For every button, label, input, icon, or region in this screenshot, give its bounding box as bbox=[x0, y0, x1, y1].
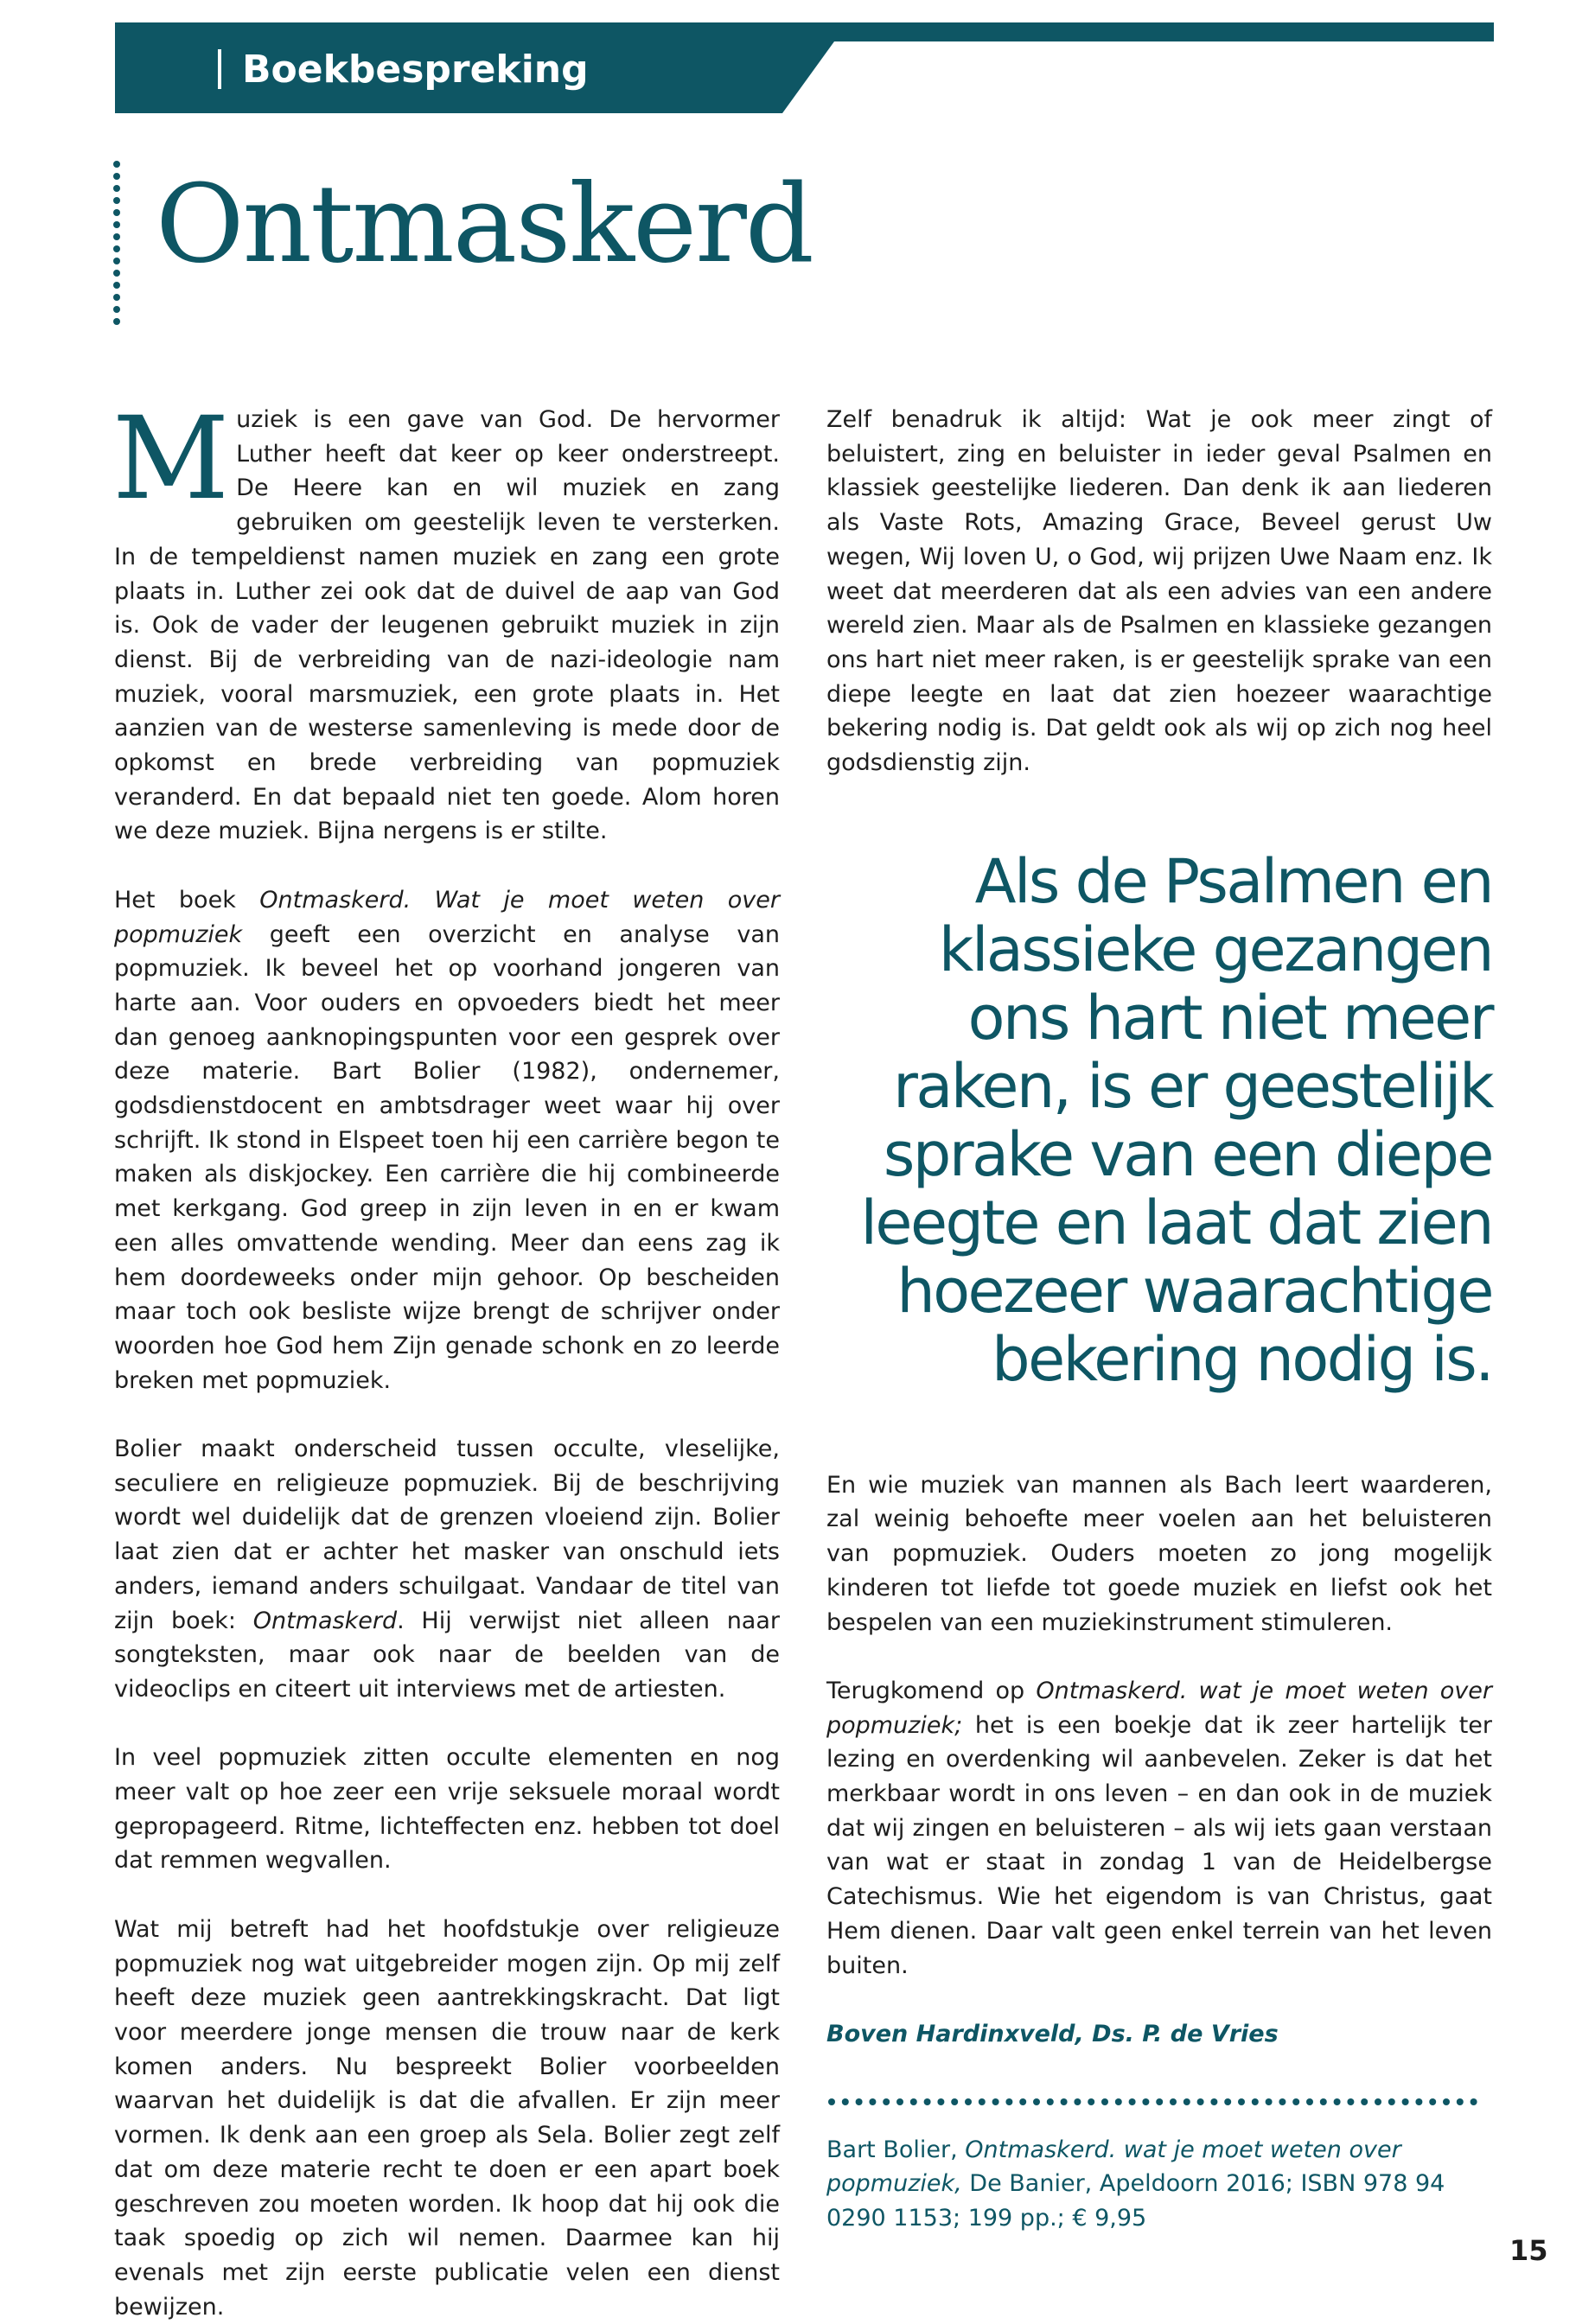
paragraph-text: uziek is een gave van God. De hervormer Luther heeft dat keer op keer onderstreept. De Heere kan en wil muziek en zang gebruiken om geestelijk leven te versterken. In de tempeldienst namen muziek en zang een grote plaats in. Luther zei ook dat de duivel de aap van God is. Ook de vader der leugenen gebruikt muziek in zijn dienst. Bij de verbreiding van de nazi-ideologie nam muziek, vooral marsmuziek, een grote plaats in. Het aanzien van de westerse samenleving is mede door de opkomst en brede verbreiding van popmuziek veranderd. En dat bepaald niet ten goede. Alom horen we deze muziek. Bijna nergens is er stilte. bbox=[114, 406, 780, 845]
pull-quote: Als de Psalmen en klassieke gezangen ons hart niet meer raken, is er geestelijk sprake van een diepe leegte en laat dat zien hoezeer waarachtige bekering nodig is. bbox=[860, 845, 1492, 1395]
drop-cap: M bbox=[112, 392, 230, 525]
paragraph-text: het is een boekje dat ik zeer hartelijk ter lezing en overdenking wil aanbevelen. Zeker is dat het merkbaar wordt in ons leven – en dan ook in de muziek dat wij zingen en beluisteren – als wij iets gaan verstaan van wat er staat in zondag 1 van de Heidelbergse Catechismus. Wie het eigendom is van Christus, gaat Hem dienen. Daar valt geen enkel terrein van het leven buiten. bbox=[826, 1711, 1492, 1979]
open-book-icon bbox=[0, 0, 57, 52]
body-paragraph bbox=[112, 392, 780, 849]
book-info bbox=[826, 2133, 1492, 2236]
book-title-italic: Ontmaskerd. Wat je moet weten over popmuziek bbox=[114, 886, 780, 948]
vertical-dotted-rule bbox=[111, 159, 123, 332]
body-paragraph: Zelf benadruk ik altijd: Wat je ook meer zingt of beluistert, zing en beluister in ieder geval Psalmen en klassiek geestelijke liederen. Dan denk ik aan liederen als Vaste Rots, Amazing Grace, Beveel gerust Uw wegen, Wij loven U, o God, wij prijzen Uwe Naam enz. Ik weet dat meerderen dat als een advies van een andere wereld zien. Maar als de Psalmen en klassieke gezangen ons hart niet meer raken, is er geestelijk sprake van een diepe leegte en laat dat zien hoezeer waarachtige bekering nodig is. Dat geldt ook als wij op zich nog heel godsdienstig zijn. bbox=[826, 406, 1492, 777]
body-paragraph bbox=[114, 883, 780, 1398]
book-author: Bart Bolier, bbox=[826, 2136, 966, 2163]
book-title-italic: Ontmaskerd. wat je moet weten over popmuziek; bbox=[826, 1677, 1493, 1739]
dotted-divider bbox=[826, 2097, 1492, 2107]
paragraph-text: Terugkomend op bbox=[826, 1677, 1037, 1704]
paragraph-text: geeft een overzicht en analyse van popmuziek. Ik beveel het op voorhand jongeren van harte aan. Voor ouders en opvoeders biedt het meer dan genoeg aanknopingspunten voor een gesprek over deze materie. Bart Bolier (1982), ondernemer, godsdienstdocent en ambtsdrager weet waar hij over schrijft. Ik stond in Elspeet toen hij een carrière begon te maken als diskjockey. Een carrière die hij combineerde met kerkgang. God greep in zijn leven in en er kwam een alles omvattende wending. Meer dan eens zag ik hem doordeweeks onder mijn gehoor. Op bescheiden maar toch ook besliste wijze brengt de schrijver onder woorden hoe God hem Zijn genade schonk en zo leerde breken met popmuziek. bbox=[114, 920, 780, 1394]
section-header bbox=[0, 0, 1595, 121]
left-column bbox=[112, 392, 780, 2324]
section-label-text: Boekbespreking bbox=[242, 48, 589, 92]
section-label bbox=[218, 41, 589, 99]
body-paragraph bbox=[826, 1674, 1492, 1983]
page-number: 15 bbox=[1509, 2234, 1548, 2267]
book-title-italic: Ontmaskerd bbox=[252, 1607, 398, 1634]
body-paragraph: En wie muziek van mannen als Bach leert waarderen, zal weinig behoefte meer voelen aan het beluisteren van popmuziek. Ouders moeten zo jong mogelijk kinderen tot liefde tot goede muziek en liefst ook het bespelen van een muziekinstrument stimuleren. bbox=[826, 1471, 1492, 1636]
book-details: De Banier, Apeldoorn 2016; ISBN 978 94 0290 1153; 199 pp.; € 9,95 bbox=[826, 2170, 1445, 2232]
body-paragraph: Wat mij betreft had het hoofdstukje over religieuze popmuziek nog wat uitgebreider mogen zijn. Op mij zelf heeft deze muziek geen aantrekkingskracht. Dat ligt voor meerdere jonge mensen die trouw naar de kerk komen anders. Nu bespreekt Bolier voorbeelden waarvan het duidelijk is dat die afvallen. Er zijn meer vormen. Ik denk aan een groep als Sela. Bolier zegt zelf dat om deze materie recht te doen er een apart boek geschreven zou moeten worden. Ik hoop dat hij ook die taak spoedig op zich wil nemen. Daarmee kan hij evenals met zijn eerste publicatie velen een dienst bewijzen. bbox=[114, 1915, 780, 2321]
paragraph-text: Het boek bbox=[114, 886, 260, 914]
author-signature: Boven Hardinxveld, Ds. P. de Vries bbox=[826, 2020, 1279, 2047]
body-paragraph: In veel popmuziek zitten occulte elementen en nog meer valt op hoe zeer een vrije seksuele moraal wordt gepropageerd. Ritme, lichteffecten enz. hebben tot doel dat remmen wegvallen. bbox=[114, 1744, 780, 1875]
paragraph-text: Bolier maakt onderscheid tussen occulte, vleselijke, seculiere en religieuze popmuziek. Bij de beschrijving wordt wel duidelijk dat de grenzen vloeiend zijn. Bolier laat zien dat er achter het masker van onschuld iets anders, iemand anders schuilgaat. Vandaar de titel van zijn boek: bbox=[114, 1436, 780, 1634]
separator-bar bbox=[218, 49, 221, 89]
book-title-italic: Ontmaskerd. wat je moet weten over popmuziek, bbox=[826, 2136, 1401, 2198]
paragraph-text: . Hij verwijst niet alleen naar songteksten, maar ook naar de beelden van de videoclips en citeert uit interviews met de artiesten. bbox=[114, 1607, 780, 1703]
right-column bbox=[826, 403, 1492, 2236]
article-title: Ontmaskerd bbox=[156, 162, 813, 287]
body-paragraph bbox=[114, 1432, 780, 1707]
